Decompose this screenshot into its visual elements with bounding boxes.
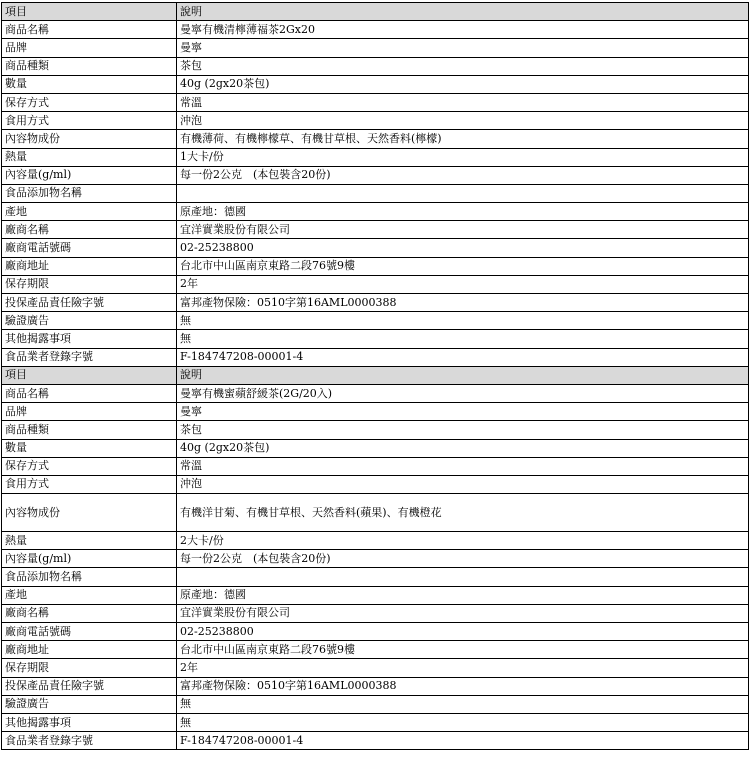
table-header-row [2, 366, 749, 384]
row-value: 無 [177, 713, 749, 731]
table-row [2, 403, 749, 421]
row-label: 其他揭露事項 [2, 713, 177, 731]
row-value: 02-25238800 [177, 623, 749, 641]
table-row [2, 494, 749, 532]
row-label: 品牌 [2, 39, 177, 57]
table-row [2, 75, 749, 93]
row-label: 廠商電話號碼 [2, 239, 177, 257]
row-value: 2年 [177, 275, 749, 293]
header-description-label: 說明 [177, 366, 749, 384]
row-value: 富邦產物保險：0510字第16AML0000388 [177, 294, 749, 312]
row-value: 有機薄荷、有機檸檬草、有機甘草根、天然香料(檸檬) [177, 130, 749, 148]
row-value: 茶包 [177, 57, 749, 75]
table-row [2, 203, 749, 221]
row-value: F-184747208-00001-4 [177, 348, 749, 366]
row-label: 保存方式 [2, 457, 177, 475]
row-label: 廠商地址 [2, 641, 177, 659]
table-row [2, 695, 749, 713]
row-label: 食用方式 [2, 475, 177, 493]
table-row [2, 457, 749, 475]
row-label: 投保產品責任險字號 [2, 294, 177, 312]
table-header-row [2, 3, 749, 21]
table-row [2, 39, 749, 57]
row-label: 熱量 [2, 532, 177, 550]
row-value: 沖泡 [177, 112, 749, 130]
table-row [2, 93, 749, 111]
table-row [2, 439, 749, 457]
row-label: 驗證廣告 [2, 312, 177, 330]
row-label: 廠商名稱 [2, 604, 177, 622]
table-row [2, 148, 749, 166]
row-value: 有機洋甘菊、有機甘草根、天然香料(蘋果)、有機橙花 [177, 494, 749, 532]
row-label: 商品名稱 [2, 21, 177, 39]
table-row [2, 568, 749, 586]
table-row [2, 421, 749, 439]
row-value: 曼寧有機蜜蘋舒緩茶(2G/20入) [177, 384, 749, 402]
row-label: 數量 [2, 439, 177, 457]
table-row [2, 532, 749, 550]
row-value: 每一份2公克 (本包裝含20份) [177, 166, 749, 184]
row-label: 廠商名稱 [2, 221, 177, 239]
table-row [2, 623, 749, 641]
table-row [2, 330, 749, 348]
row-value [177, 184, 749, 202]
table-row [2, 166, 749, 184]
table-row [2, 475, 749, 493]
table-row [2, 550, 749, 568]
row-label: 食品添加物名稱 [2, 184, 177, 202]
table-row [2, 221, 749, 239]
table-row [2, 677, 749, 695]
row-label: 商品種類 [2, 421, 177, 439]
row-value: 每一份2公克 (本包裝含20份) [177, 550, 749, 568]
table-row [2, 713, 749, 731]
row-value: 原產地：德國 [177, 586, 749, 604]
row-value: 茶包 [177, 421, 749, 439]
table-row [2, 384, 749, 402]
row-label: 內容量(g/ml) [2, 166, 177, 184]
table-row [2, 239, 749, 257]
header-item-label: 項目 [2, 366, 177, 384]
row-value: 40g (2gx20茶包) [177, 75, 749, 93]
row-value: 台北市中山區南京東路二段76號9樓 [177, 257, 749, 275]
table-row [2, 21, 749, 39]
table-row [2, 57, 749, 75]
table-row [2, 586, 749, 604]
row-value: 常溫 [177, 457, 749, 475]
row-label: 保存期限 [2, 275, 177, 293]
row-label: 廠商地址 [2, 257, 177, 275]
row-value: 原產地：德國 [177, 203, 749, 221]
table-row [2, 184, 749, 202]
table-row [2, 294, 749, 312]
row-label: 產地 [2, 586, 177, 604]
row-value: 2大卡/份 [177, 532, 749, 550]
row-label: 數量 [2, 75, 177, 93]
table-row [2, 348, 749, 366]
row-label: 驗證廣告 [2, 695, 177, 713]
row-label: 投保產品責任險字號 [2, 677, 177, 695]
row-label: 保存期限 [2, 659, 177, 677]
table-row [2, 257, 749, 275]
row-value: 2年 [177, 659, 749, 677]
table-row [2, 604, 749, 622]
row-value: 無 [177, 330, 749, 348]
row-value: 02-25238800 [177, 239, 749, 257]
row-label: 食品業者登錄字號 [2, 732, 177, 750]
row-value: 無 [177, 695, 749, 713]
row-label: 廠商電話號碼 [2, 623, 177, 641]
row-value: 1大卡/份 [177, 148, 749, 166]
table-row [2, 312, 749, 330]
header-description-label: 說明 [177, 3, 749, 21]
row-label: 其他揭露事項 [2, 330, 177, 348]
row-label: 食用方式 [2, 112, 177, 130]
row-label: 食品添加物名稱 [2, 568, 177, 586]
row-value: 常溫 [177, 93, 749, 111]
row-value: 曼寧 [177, 39, 749, 57]
row-value: 台北市中山區南京東路二段76號9樓 [177, 641, 749, 659]
row-value: 富邦產物保險：0510字第16AML0000388 [177, 677, 749, 695]
row-label: 產地 [2, 203, 177, 221]
row-label: 商品名稱 [2, 384, 177, 402]
table-row [2, 130, 749, 148]
row-value: 曼寧有機清檸薄福茶2Gx20 [177, 21, 749, 39]
row-value [177, 568, 749, 586]
row-label: 品牌 [2, 403, 177, 421]
row-value: 宜洋實業股份有限公司 [177, 604, 749, 622]
row-label: 內容物成份 [2, 130, 177, 148]
row-value: 40g (2gx20茶包) [177, 439, 749, 457]
row-label: 熱量 [2, 148, 177, 166]
row-value: 沖泡 [177, 475, 749, 493]
product-spec-table [1, 2, 749, 750]
row-value: 無 [177, 312, 749, 330]
table-row [2, 659, 749, 677]
row-value: F-184747208-00001-4 [177, 732, 749, 750]
row-label: 食品業者登錄字號 [2, 348, 177, 366]
row-label: 內容物成份 [2, 494, 177, 532]
row-value: 宜洋實業股份有限公司 [177, 221, 749, 239]
row-value: 曼寧 [177, 403, 749, 421]
header-item-label: 項目 [2, 3, 177, 21]
spec-table-body [2, 3, 749, 750]
row-label: 內容量(g/ml) [2, 550, 177, 568]
table-row [2, 275, 749, 293]
table-row [2, 732, 749, 750]
table-row [2, 112, 749, 130]
row-label: 商品種類 [2, 57, 177, 75]
table-row [2, 641, 749, 659]
row-label: 保存方式 [2, 93, 177, 111]
